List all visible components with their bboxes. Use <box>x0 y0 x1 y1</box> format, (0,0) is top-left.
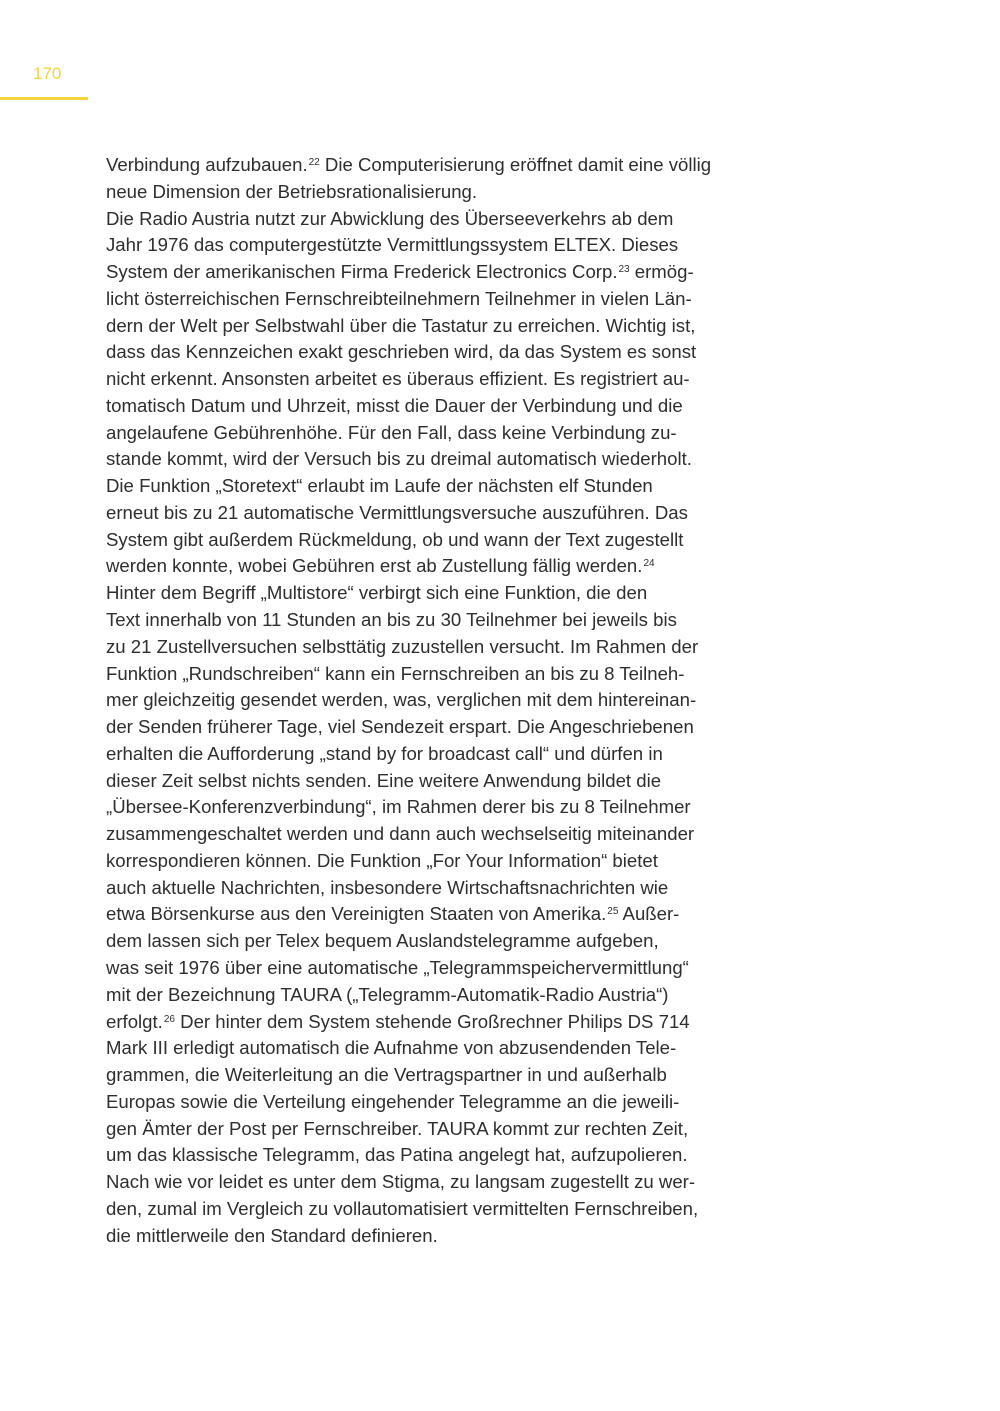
text-line <box>106 339 786 366</box>
text-segment: zu 21 Zustellversuchen selbsttätig zuzustellen versucht. Im Rahmen der <box>106 635 699 657</box>
text-line <box>106 1223 786 1250</box>
text-segment: dieser Zeit selbst nichts senden. Eine weitere Anwendung bildet die <box>106 769 662 791</box>
text-line <box>106 848 786 875</box>
text-segment: grammen, die Weiterleitung an die Vertragspartner in und außerhalb <box>106 1064 667 1086</box>
text-segment: dern der Welt per Selbstwahl über die Tastatur zu erreichen. Wichtig ist, <box>106 314 696 336</box>
text-line <box>106 179 786 206</box>
text-segment: den, zumal im Vergleich zu vollautomatisiert vermittelten Fernschreiben, <box>106 1197 699 1219</box>
text-line <box>106 553 786 580</box>
body-text <box>106 152 786 1249</box>
text-line <box>106 527 786 554</box>
text-line <box>106 473 786 500</box>
text-segment: korrespondieren können. Die Funktion „For Your Information“ bietet <box>106 849 658 871</box>
footnote-reference: 25 <box>607 906 619 918</box>
text-line <box>106 500 786 527</box>
text-line <box>106 741 786 768</box>
footnote-reference: 23 <box>618 264 630 276</box>
text-line <box>106 821 786 848</box>
text-line <box>106 1089 786 1116</box>
footnote-reference: 26 <box>163 1013 175 1025</box>
text-segment: Außer- <box>618 903 680 925</box>
text-line <box>106 687 786 714</box>
text-line <box>106 928 786 955</box>
text-line <box>106 794 786 821</box>
text-line <box>106 607 786 634</box>
text-segment: dem lassen sich per Telex bequem Auslandstelegramme aufgeben, <box>106 930 659 952</box>
text-segment: gen Ämter der Post per Fernschreiber. TAURA kommt zur rechten Zeit, <box>106 1117 689 1139</box>
text-line <box>106 206 786 233</box>
text-line <box>106 1169 786 1196</box>
text-line <box>106 286 786 313</box>
text-line <box>106 901 786 928</box>
text-segment: mit der Bezeichnung TAURA („Telegramm-Automatik-Radio Austria“) <box>106 983 669 1005</box>
text-segment: dass das Kennzeichen exakt geschrieben wird, da das System es sonst <box>106 341 697 363</box>
text-segment: Die Radio Austria nutzt zur Abwicklung des Überseeverkehrs ab dem <box>106 207 674 229</box>
text-segment: Text innerhalb von 11 Stunden an bis zu 30 Teilnehmer bei jeweils bis <box>106 609 677 631</box>
text-line <box>106 580 786 607</box>
text-line <box>106 661 786 688</box>
text-segment: angelaufene Gebührenhöhe. Für den Fall, dass keine Verbindung zu- <box>106 421 677 443</box>
text-segment: erneut bis zu 21 automatische Vermittlungsversuche auszuführen. Das <box>106 501 688 523</box>
text-segment: „Übersee-Konferenzverbindung“, im Rahmen derer bis zu 8 Teilnehmer <box>106 796 691 818</box>
text-segment: System gibt außerdem Rückmeldung, ob und wann der Text zugestellt <box>106 528 684 550</box>
text-segment: nicht erkennt. Ansonsten arbeitet es überaus effizient. Es registriert au- <box>106 368 690 390</box>
footnote-reference: 22 <box>308 157 320 168</box>
text-segment: Verbindung aufzubauen. <box>106 154 308 175</box>
text-segment: Die Computerisierung eröffnet damit eine völlig <box>319 154 712 175</box>
text-line <box>106 1009 786 1036</box>
text-line <box>106 714 786 741</box>
text-segment: werden konnte, wobei Gebühren erst ab Zustellung fällig werden. <box>106 555 643 577</box>
footnote-reference: 24 <box>643 558 655 570</box>
text-segment: Europas sowie die Verteilung eingehender Telegramme an die jeweili- <box>106 1090 680 1112</box>
text-line <box>106 875 786 902</box>
text-segment: Mark III erledigt automatisch die Aufnahme von abzusendenden Tele- <box>106 1037 677 1059</box>
text-line <box>106 634 786 661</box>
text-line <box>106 1196 786 1223</box>
text-line <box>106 768 786 795</box>
text-segment: erfolgt. <box>106 1010 163 1032</box>
text-line <box>106 152 786 179</box>
text-line <box>106 393 786 420</box>
text-line <box>106 366 786 393</box>
text-line <box>106 1062 786 1089</box>
text-line <box>106 955 786 982</box>
text-segment: Hinter dem Begriff „Multistore“ verbirgt sich eine Funktion, die den <box>106 582 648 604</box>
text-segment: etwa Börsenkurse aus den Vereinigten Staaten von Amerika. <box>106 903 607 925</box>
text-line <box>106 1035 786 1062</box>
text-line <box>106 1142 786 1169</box>
text-segment: was seit 1976 über eine automatische „Telegrammspeichervermittlung“ <box>106 956 689 978</box>
text-line <box>106 982 786 1009</box>
text-segment: der Senden früherer Tage, viel Sendezeit erspart. Die Angeschriebenen <box>106 716 694 738</box>
text-segment: ermög- <box>629 261 694 283</box>
text-segment: Funktion „Rundschreiben“ kann ein Fernschreiben an bis zu 8 Teilneh- <box>106 662 685 684</box>
text-segment: auch aktuelle Nachrichten, insbesondere Wirtschaftsnachrichten wie <box>106 876 669 898</box>
text-segment: licht österreichischen Fernschreibteilnehmern Teilnehmer in vielen Län- <box>106 287 692 309</box>
text-line <box>106 420 786 447</box>
text-segment: zusammengeschaltet werden und dann auch wechselseitig miteinander <box>106 823 695 845</box>
header-rule <box>0 97 88 100</box>
text-segment: erhalten die Aufforderung „stand by for broadcast call“ und dürfen in <box>106 742 663 764</box>
text-segment: stande kommt, wird der Versuch bis zu dreimal automatisch wiederholt. <box>106 448 692 470</box>
text-segment: Der hinter dem System stehende Großrechner Philips DS 714 <box>174 1010 690 1032</box>
text-segment: mer gleichzeitig gesendet werden, was, verglichen mit dem hintereinan- <box>106 689 697 711</box>
page-number: 170 <box>33 64 62 83</box>
text-segment: tomatisch Datum und Uhrzeit, misst die Dauer der Verbindung und die <box>106 394 683 416</box>
text-line <box>106 446 786 473</box>
text-segment: Jahr 1976 das computergestützte Vermittlungssystem ELTEX. Dieses <box>106 234 679 256</box>
text-line <box>106 259 786 286</box>
text-line <box>106 1116 786 1143</box>
text-segment: die mittlerweile den Standard definieren. <box>106 1224 438 1246</box>
text-segment: System der amerikanischen Firma Frederick Electronics Corp. <box>106 261 618 283</box>
text-segment: Nach wie vor leidet es unter dem Stigma, zu langsam zugestellt zu wer- <box>106 1171 696 1193</box>
text-segment: neue Dimension der Betriebsrationalisierung. <box>106 180 478 202</box>
text-segment: um das klassische Telegramm, das Patina angelegt hat, aufzupolieren. <box>106 1144 688 1166</box>
text-segment: Die Funktion „Storetext“ erlaubt im Laufe der nächsten elf Stunden <box>106 475 653 497</box>
text-line <box>106 232 786 259</box>
text-line <box>106 313 786 340</box>
